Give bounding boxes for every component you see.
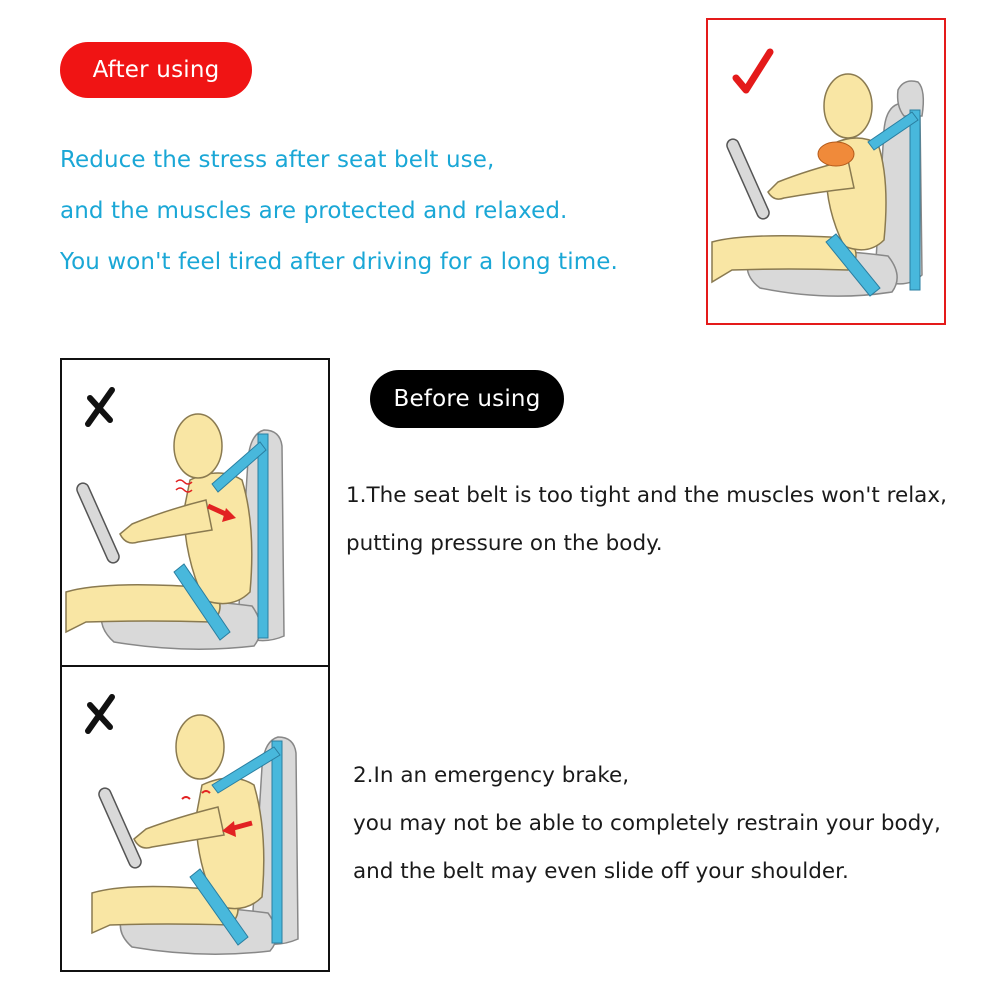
point1-line-2: putting pressure on the body. (346, 531, 663, 556)
after-line-3: You won't feel tired after driving for a long time. (60, 249, 618, 275)
after-line-2: and the muscles are protected and relaxed. (60, 198, 568, 224)
after-line-1: Reduce the stress after seat belt use, (60, 147, 495, 173)
steering-wheel (75, 481, 121, 564)
after-using-label: After using (92, 57, 220, 83)
after-using-badge (60, 42, 252, 98)
before-using-badge (370, 370, 564, 428)
point1-line-1: 1.The seat belt is too tight and the muscles won't relax, (346, 483, 947, 508)
belt-vertical (258, 434, 268, 638)
check-icon (736, 52, 770, 90)
steering-wheel (97, 786, 143, 869)
cross-icon (88, 390, 112, 424)
head (176, 715, 224, 779)
before-illustration-2 (60, 665, 330, 972)
cross-icon (88, 697, 112, 731)
after-illustration-svg (708, 20, 944, 323)
belt-vertical (910, 110, 920, 290)
before-using-label: Before using (393, 386, 541, 412)
neck-pad-icon (818, 142, 854, 166)
before-illustration-1 (60, 358, 330, 667)
head (824, 74, 872, 138)
point2-line-1: 2.In an emergency brake, (353, 763, 630, 788)
head (174, 414, 222, 478)
point2-line-3: and the belt may even slide off your shoulder. (353, 859, 849, 884)
belt-vertical (272, 741, 282, 943)
steering-wheel (725, 137, 771, 220)
point2-line-2: you may not be able to completely restrain your body, (353, 811, 941, 836)
before-illustration-2-svg (62, 667, 328, 970)
after-illustration (706, 18, 946, 325)
before-illustration-1-svg (62, 360, 328, 665)
